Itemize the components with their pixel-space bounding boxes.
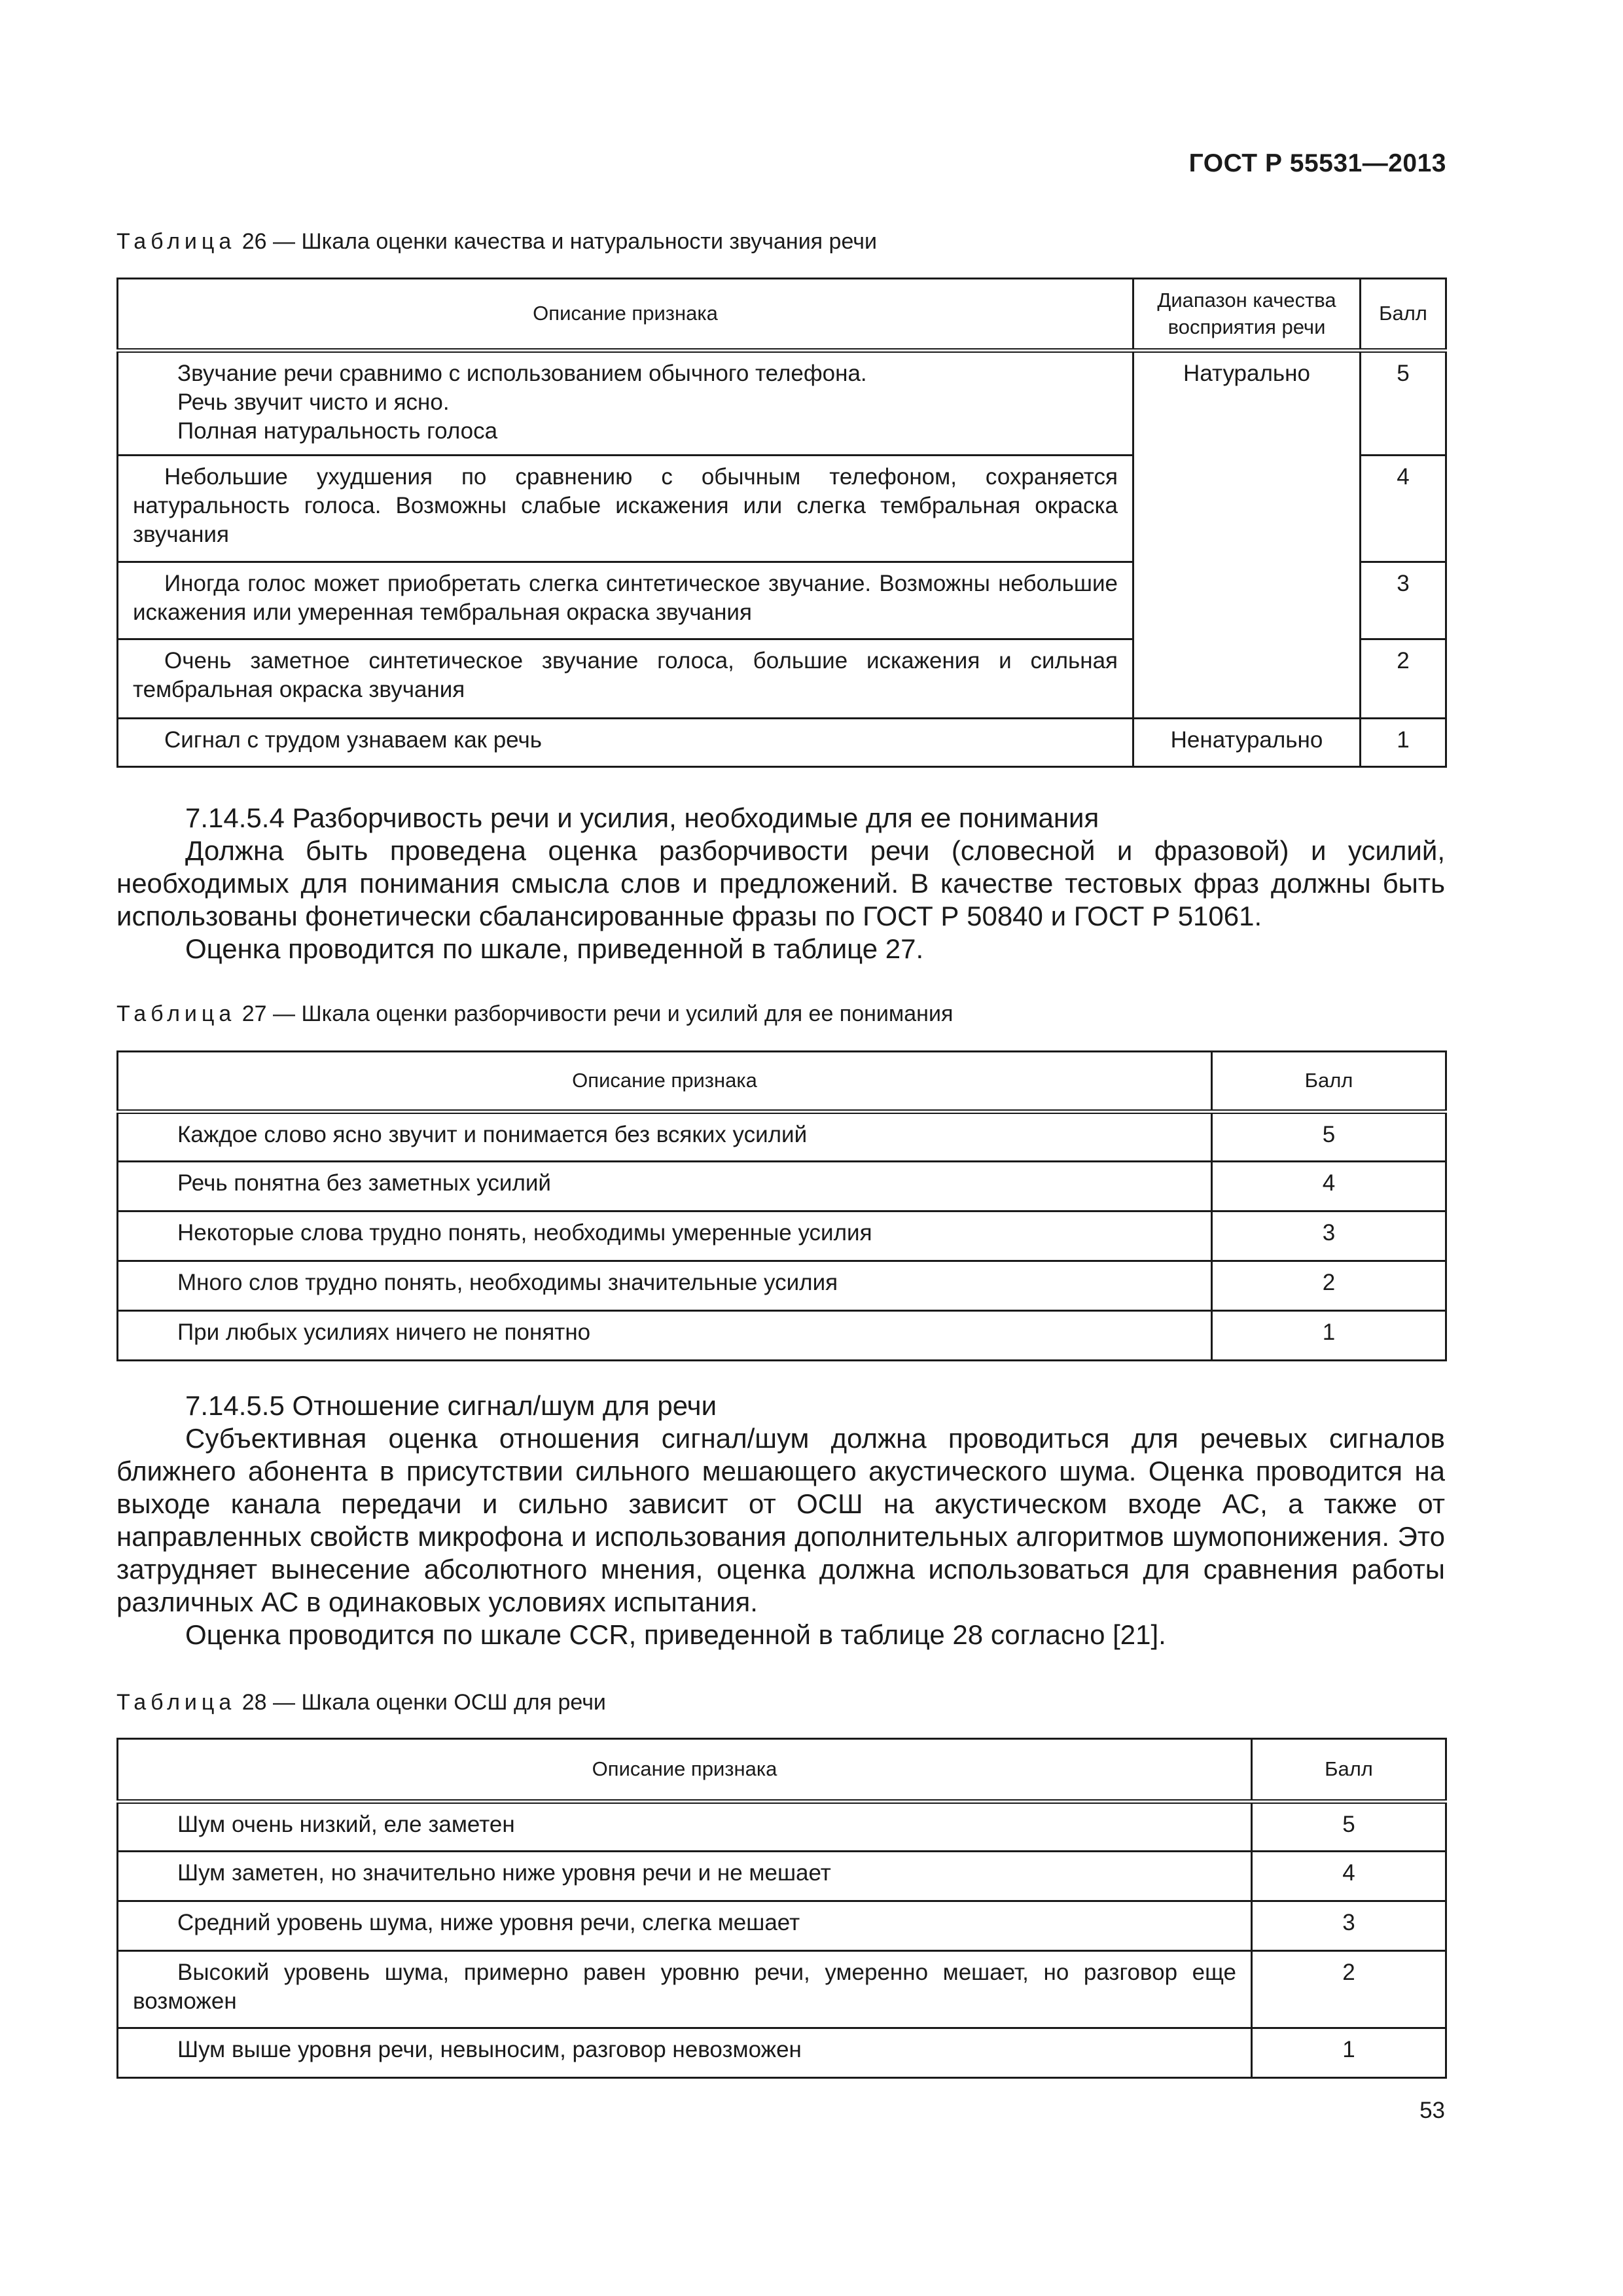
row-description: Речь понятна без заметных усилий — [177, 1170, 551, 1196]
range-natural: Натурально — [1133, 351, 1361, 719]
table-27 — [116, 1050, 1447, 1361]
row-score: 5 — [1361, 351, 1446, 456]
caption-lead: Таблица — [116, 1001, 236, 1026]
caption-lead: Таблица — [116, 229, 236, 254]
row-score: 3 — [1252, 1901, 1446, 1951]
row-description: Сигнал с трудом узнаваем как речь — [118, 719, 1133, 767]
row-score: 1 — [1361, 719, 1446, 767]
row-score: 4 — [1212, 1162, 1446, 1211]
table-row — [118, 1852, 1446, 1901]
row-description: Небольшие ухудшения по сравнению с обычным телефоном, сохраняется натуральность голоса. Возможны слабые искажения или слегка тембральная окраска звучания — [118, 456, 1133, 562]
row-score: 5 — [1212, 1112, 1446, 1162]
table-28-caption — [116, 1690, 606, 1715]
column-header-description: Описание признака — [118, 279, 1133, 351]
section-7-14-5-5 — [116, 1390, 1445, 1651]
row-line: Звучание речи сравнимо с использованием обычного телефона. — [177, 361, 867, 386]
table-row — [118, 2028, 1446, 2078]
row-description: Каждое слово ясно звучит и понимается без всяких усилий — [177, 1122, 808, 1147]
row-description: Шум заметен, но значительно ниже уровня речи и не мешает — [177, 1860, 831, 1886]
table-row — [118, 1211, 1446, 1261]
table-row — [118, 1112, 1446, 1162]
section-paragraph: Субъективная оценка отношения сигнал/шум должна проводиться для речевых сигналов ближнего абонента в присутствии сильного мешающего акустического шума. Оценка проводится на выходе канала передачи и сильно зависит от ОСШ на акустическом входе АС, а также от направленных свойств микрофона и использования дополнительных алгоритмов шумопонижения. Это затрудняет вынесение абсолютного мнения, оценка должна использоваться для сравнения работы различных АС в одинаковых условиях испытания. — [116, 1423, 1445, 1617]
table-row — [118, 351, 1446, 456]
row-score: 5 — [1252, 1802, 1446, 1852]
section-paragraph: Оценка проводится по шкале, приведенной в таблице 27. — [185, 933, 924, 964]
row-description: Иногда голос может приобретать слегка синтетическое звучание. Возможны небольшие искажения или умеренная тембральная окраска звучания — [118, 562, 1133, 639]
section-paragraph: Оценка проводится по шкале CCR, приведенной в таблице 28 согласно [21]. — [185, 1619, 1166, 1650]
row-score: 4 — [1361, 456, 1446, 562]
column-header-range: Диапазон качества восприятия речи — [1133, 279, 1361, 351]
row-score: 2 — [1252, 1951, 1446, 2028]
column-header-score: Балл — [1212, 1052, 1446, 1112]
row-line: Полная натуральность голоса — [177, 418, 498, 444]
table-26 — [116, 278, 1447, 768]
row-score: 2 — [1361, 639, 1446, 719]
row-score: 2 — [1212, 1261, 1446, 1311]
row-description: Некоторые слова трудно понять, необходимы умеренные усилия — [177, 1220, 872, 1246]
caption-text: 28 — Шкала оценки ОСШ для речи — [236, 1690, 606, 1715]
row-line: Речь звучит чисто и ясно. — [177, 389, 450, 416]
table-row — [118, 1311, 1446, 1361]
row-description: Шум очень низкий, еле заметен — [177, 1812, 515, 1837]
column-header-score: Балл — [1252, 1739, 1446, 1802]
table-row — [118, 1261, 1446, 1311]
row-score: 1 — [1212, 1311, 1446, 1361]
table-28 — [116, 1738, 1447, 2079]
column-header-description: Описание признака — [118, 1052, 1212, 1112]
document-code: ГОСТ Р 55531—2013 — [1188, 149, 1446, 177]
caption-text: 26 — Шкала оценки качества и натуральности звучания речи — [236, 229, 877, 254]
section-7-14-5-4 — [116, 802, 1445, 965]
row-score: 1 — [1252, 2028, 1446, 2078]
page-number: 53 — [1419, 2098, 1445, 2123]
column-header-score: Балл — [1361, 279, 1446, 351]
row-score: 4 — [1252, 1852, 1446, 1901]
row-description: Шум выше уровня речи, невыносим, разговор невозможен — [177, 2037, 802, 2062]
row-description: Средний уровень шума, ниже уровня речи, слегка мешает — [177, 1910, 800, 1935]
row-description: Много слов трудно понять, необходимы значительные усилия — [177, 1270, 838, 1295]
section-paragraph: Должна быть проведена оценка разборчивости речи (словесной и фразовой) и усилий, необходимых для понимания смысла слов и предложений. В качестве тестовых фраз должны быть использованы фонетически сбалансированные фразы по ГОСТ Р 50840 и ГОСТ Р 51061. — [116, 835, 1445, 931]
row-description — [118, 351, 1133, 456]
table-row — [118, 719, 1446, 767]
table-27-caption — [116, 1001, 953, 1027]
row-score: 3 — [1212, 1211, 1446, 1261]
table-row — [118, 1802, 1446, 1852]
row-score: 3 — [1361, 562, 1446, 639]
table-row — [118, 1162, 1446, 1211]
section-heading: 7.14.5.5 Отношение сигнал/шум для речи — [185, 1390, 717, 1421]
caption-text: 27 — Шкала оценки разборчивости речи и усилий для ее понимания — [236, 1001, 954, 1026]
column-header-description: Описание признака — [118, 1739, 1252, 1802]
row-description: Высокий уровень шума, примерно равен уровню речи, умеренно мешает, но разговор еще возможен — [118, 1951, 1252, 2028]
table-26-caption — [116, 229, 877, 255]
table-row — [118, 1951, 1446, 2028]
range-unnatural: Ненатурально — [1133, 719, 1361, 767]
table-row — [118, 1901, 1446, 1951]
section-heading: 7.14.5.4 Разборчивость речи и усилия, необходимые для ее понимания — [185, 802, 1099, 833]
row-description: При любых усилиях ничего не понятно — [177, 1319, 591, 1345]
caption-lead: Таблица — [116, 1690, 236, 1715]
row-description: Очень заметное синтетическое звучание голоса, большие искажения и сильная тембральная окраска звучания — [118, 639, 1133, 719]
